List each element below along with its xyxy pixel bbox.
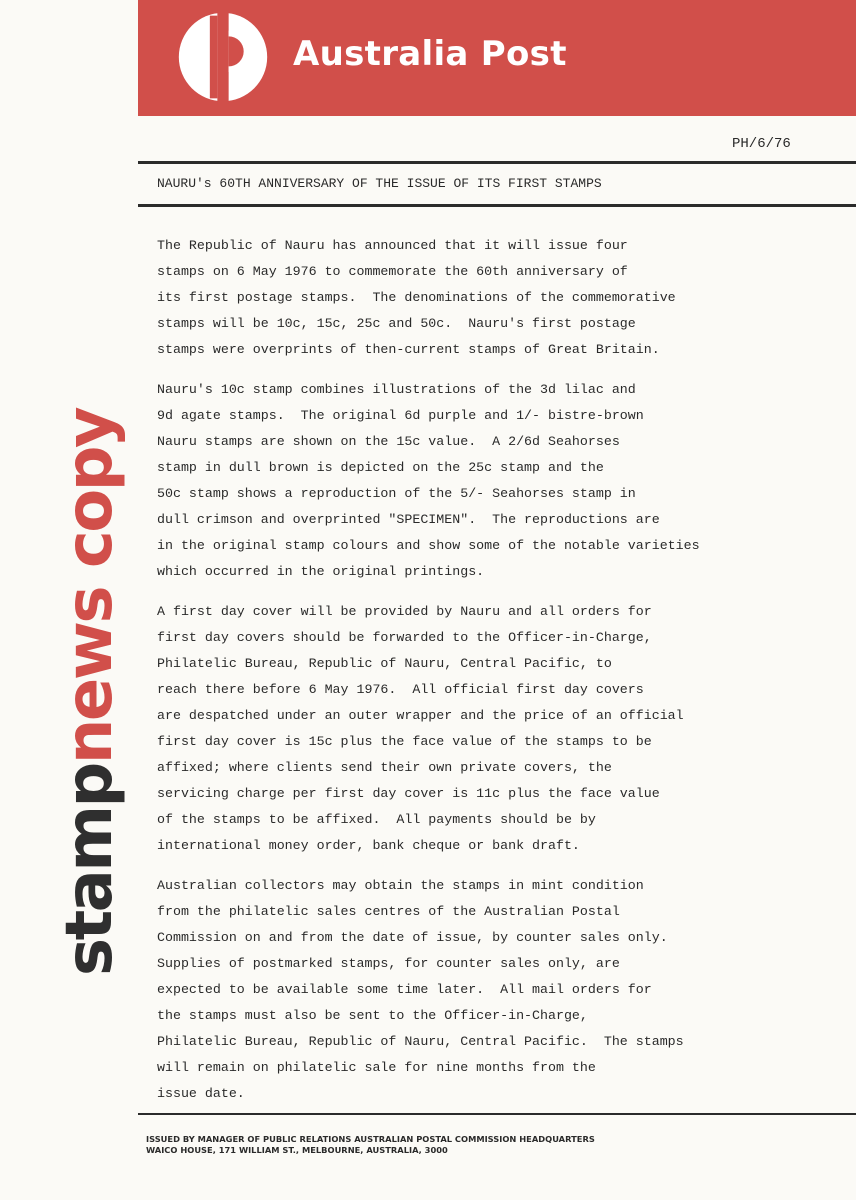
text-line: will remain on philatelic sale for nine months from the (157, 1060, 596, 1075)
text-line: Australian collectors may obtain the stamps in mint condition (157, 878, 644, 893)
brand-name: Australia Post (293, 34, 567, 74)
text-line: international money order, bank cheque or bank draft. (157, 838, 580, 853)
text-line: Philatelic Bureau, Republic of Nauru, Central Pacific, to (157, 656, 612, 671)
text-line: expected to be available some time later. All mail orders for (157, 982, 652, 997)
text-line: stamp in dull brown is depicted on the 25c stamp and the (157, 460, 604, 475)
text-line: stamps were overprints of then-current stamps of Great Britain. (157, 342, 660, 357)
footer (146, 1134, 595, 1156)
document-reference: PH/6/76 (732, 136, 791, 152)
text-line: which occurred in the original printings. (157, 564, 485, 579)
text-line: 50c stamp shows a reproduction of the 5/- Seahorses stamp in (157, 486, 636, 501)
text-line: the stamps must also be sent to the Officer-in-Charge, (157, 1008, 588, 1023)
footer-divider (138, 1113, 856, 1115)
document-title: NAURU's 60TH ANNIVERSARY OF THE ISSUE OF ITS FIRST STAMPS (157, 176, 602, 191)
australia-post-logo-icon (176, 10, 270, 104)
text-line: from the philatelic sales centres of the Australian Postal (157, 904, 620, 919)
document-body (157, 233, 797, 1121)
text-line: its first postage stamps. The denominations of the commemorative (157, 290, 676, 305)
paragraph (157, 599, 797, 859)
top-divider (138, 161, 856, 164)
text-line: Philatelic Bureau, Republic of Nauru, Central Pacific. The stamps (157, 1034, 684, 1049)
footer-line-2: WAICO HOUSE, 171 WILLIAM ST., MELBOURNE, AUSTRALIA, 3000 (146, 1145, 448, 1155)
text-line: issue date. (157, 1086, 245, 1101)
paragraph (157, 377, 797, 585)
paragraph (157, 873, 797, 1107)
text-line: Supplies of postmarked stamps, for counter sales only, are (157, 956, 620, 971)
text-line: dull crimson and overprinted "SPECIMEN". The reproductions are (157, 512, 660, 527)
text-line: first day covers should be forwarded to the Officer-in-Charge, (157, 630, 652, 645)
footer-line-1: ISSUED BY MANAGER OF PUBLIC RELATIONS AUSTRALIAN POSTAL COMMISSION HEADQUARTERS (146, 1134, 595, 1144)
masthead-news-copy: news copy (53, 408, 127, 765)
text-line: Commission on and from the date of issue, by counter sales only. (157, 930, 668, 945)
stamp-news-copy-masthead (53, 408, 127, 976)
text-line: The Republic of Nauru has announced that it will issue four (157, 238, 628, 253)
text-line: reach there before 6 May 1976. All official first day covers (157, 682, 644, 697)
text-line: stamps on 6 May 1976 to commemorate the 60th anniversary of (157, 264, 628, 279)
text-line: first day cover is 15c plus the face value of the stamps to be (157, 734, 652, 749)
text-line: stamps will be 10c, 15c, 25c and 50c. Nauru's first postage (157, 316, 636, 331)
text-line: Nauru's 10c stamp combines illustrations of the 3d lilac and (157, 382, 636, 397)
text-line: are despatched under an outer wrapper and the price of an official (157, 708, 684, 723)
text-line: A first day cover will be provided by Nauru and all orders for (157, 604, 652, 619)
header-banner (138, 0, 856, 116)
title-divider (138, 204, 856, 207)
text-line: of the stamps to be affixed. All payments should be by (157, 812, 596, 827)
text-line: servicing charge per first day cover is 11c plus the face value (157, 786, 660, 801)
text-line: in the original stamp colours and show some of the notable varieties (157, 538, 700, 553)
text-line: 9d agate stamps. The original 6d purple and 1/- bistre-brown (157, 408, 644, 423)
masthead-stamp: stamp (53, 764, 127, 976)
paragraph (157, 233, 797, 363)
text-line: Nauru stamps are shown on the 15c value. A 2/6d Seahorses (157, 434, 620, 449)
text-line: affixed; where clients send their own private covers, the (157, 760, 612, 775)
